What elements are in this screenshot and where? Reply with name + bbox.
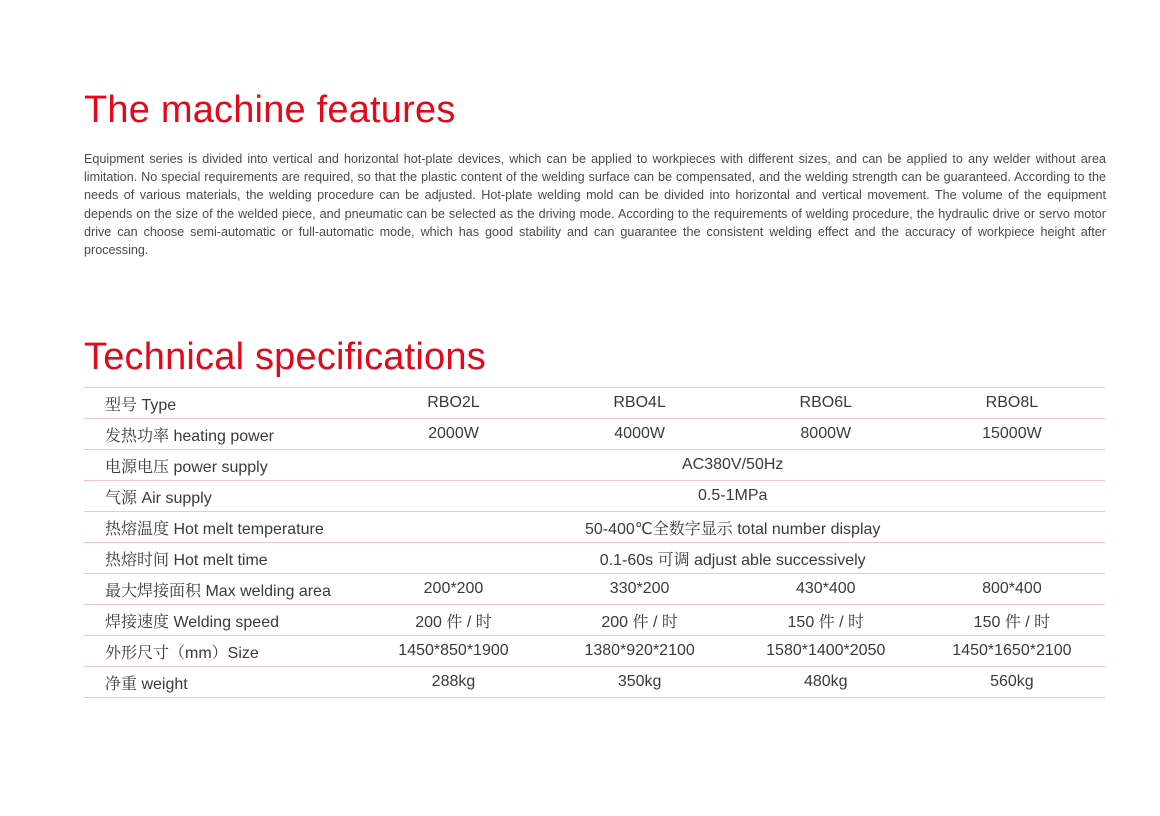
spec-value: 800*400 bbox=[919, 574, 1105, 605]
spec-label: 外形尺寸（mm）Size bbox=[84, 636, 360, 667]
spec-value: 330*200 bbox=[547, 574, 733, 605]
spec-value-shared: 0.1-60s 可调 adjust able successively bbox=[360, 543, 1105, 574]
spec-label: 发热功率 heating power bbox=[84, 419, 360, 450]
spec-value-shared: 50-400℃全数字显示 total number display bbox=[360, 512, 1105, 543]
spec-value: RBO6L bbox=[733, 388, 919, 419]
spec-value: 150 件 / 时 bbox=[919, 605, 1105, 636]
spec-value: 350kg bbox=[547, 667, 733, 698]
spec-label: 热熔时间 Hot melt time bbox=[84, 543, 360, 574]
spec-row-weight bbox=[84, 667, 1105, 698]
spec-value: 480kg bbox=[733, 667, 919, 698]
spec-row-hot-melt-time bbox=[84, 543, 1105, 574]
spec-label: 焊接速度 Welding speed bbox=[84, 605, 360, 636]
spec-table bbox=[84, 387, 1105, 698]
spec-value: 560kg bbox=[919, 667, 1105, 698]
spec-value: 150 件 / 时 bbox=[733, 605, 919, 636]
spec-value: 1380*920*2100 bbox=[547, 636, 733, 667]
spec-value: 8000W bbox=[733, 419, 919, 450]
spec-value: 200 件 / 时 bbox=[360, 605, 546, 636]
spec-value: 1580*1400*2050 bbox=[733, 636, 919, 667]
spec-row-max-welding-area bbox=[84, 574, 1105, 605]
spec-value: 1450*1650*2100 bbox=[919, 636, 1105, 667]
specs-title: Technical specifications bbox=[84, 336, 486, 378]
spec-value: 200 件 / 时 bbox=[547, 605, 733, 636]
spec-label: 气源 Air supply bbox=[84, 481, 360, 512]
spec-row-power-supply bbox=[84, 450, 1105, 481]
spec-value: 2000W bbox=[360, 419, 546, 450]
spec-value: RBO4L bbox=[547, 388, 733, 419]
features-description: Equipment series is divided into vertical and horizontal hot-plate devices, which can be applied to workpieces with different sizes, and can be applied to any welder without area limitation. No special requirements are required, so that the plastic content of the welding surface can be compensated, and the welding strength can be guaranteed. According to the needs of various materials, the welding procedure can be adjusted. Hot-plate welding mold can be divided into horizontal and vertical movement. The volume of the equipment depends on the size of the welded piece, and pneumatic can be selected as the driving mode. According to the requirements of welding procedure, the hydraulic drive or servo motor drive can choose semi-automatic or full-automatic mode, which has good stability and can guarantee the consistent welding effect and the accuracy of workpiece height after processing. bbox=[84, 152, 1106, 258]
features-title: The machine features bbox=[84, 89, 456, 131]
spec-value: RBO2L bbox=[360, 388, 546, 419]
spec-label: 热熔温度 Hot melt temperature bbox=[84, 512, 360, 543]
spec-label: 电源电压 power supply bbox=[84, 450, 360, 481]
spec-row-hot-melt-temperature bbox=[84, 512, 1105, 543]
spec-value: 4000W bbox=[547, 419, 733, 450]
spec-row-size bbox=[84, 636, 1105, 667]
spec-value: 200*200 bbox=[360, 574, 546, 605]
spec-value-shared: 0.5-1MPa bbox=[360, 481, 1105, 512]
spec-label: 净重 weight bbox=[84, 667, 360, 698]
spec-row-air-supply bbox=[84, 481, 1105, 512]
spec-value-shared: AC380V/50Hz bbox=[360, 450, 1105, 481]
spec-value: RBO8L bbox=[919, 388, 1105, 419]
spec-row-welding-speed bbox=[84, 605, 1105, 636]
spec-value: 430*400 bbox=[733, 574, 919, 605]
spec-value: 1450*850*1900 bbox=[360, 636, 546, 667]
spec-row-type bbox=[84, 388, 1105, 419]
spec-label: 型号 Type bbox=[84, 388, 360, 419]
spec-value: 288kg bbox=[360, 667, 546, 698]
spec-label: 最大焊接面积 Max welding area bbox=[84, 574, 360, 605]
spec-value: 15000W bbox=[919, 419, 1105, 450]
spec-row-heating-power bbox=[84, 419, 1105, 450]
